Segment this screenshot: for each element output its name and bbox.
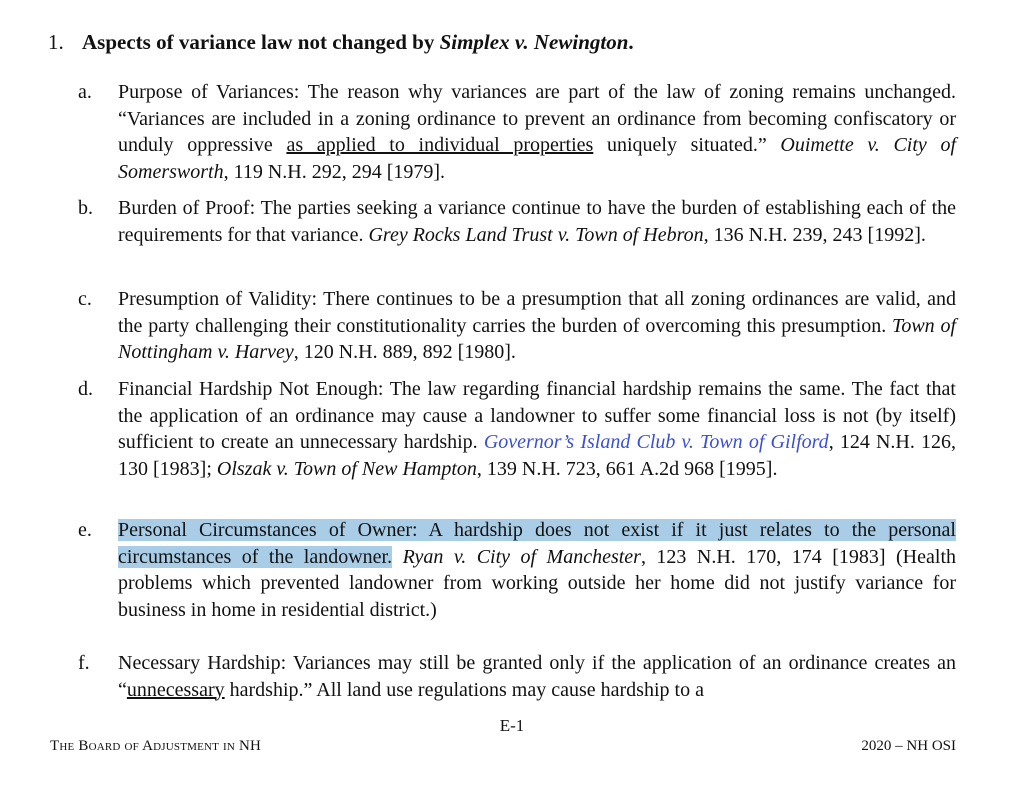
item-text: Presumption of Validity: There continues to be a presumption that all zoning ordinances are valid, and the party challenging their constitutionality carries the burden of overcoming this presumption. (118, 288, 956, 337)
section-title-end: . (628, 30, 634, 54)
item-text: hardship.” All land use regulations may cause hardship to a (224, 678, 704, 701)
citation-reference: , 119 N.H. 292, 294 [1979]. (223, 160, 446, 183)
item-letter: a. (78, 81, 92, 103)
highlighted-text[interactable]: Personal Circumstances of Owner: A hardship does not exist if it just relates to the personal circumstances of the landowner. (118, 519, 956, 568)
footer-title: The Board of Adjustment in NH (50, 738, 262, 754)
item-body (118, 286, 956, 366)
citation-case: Town of Nottingham v. Harvey (118, 314, 956, 363)
underlined-text: unnecessary (126, 678, 225, 701)
item-body (118, 79, 956, 185)
item-body (118, 650, 956, 703)
item-text: Financial Hardship Not Enough: The law regarding financial hardship remains the same. The fact that the application of an ordinance may cause a landowner to suffer some financial loss is not (by itself) sufficient to create an unnecessary hardship. (118, 378, 956, 453)
citation-reference: , 124 N.H. 126, 130 [1983]; (118, 431, 957, 480)
citation-reference: , 136 N.H. 239, 243 [1992]. (703, 223, 926, 246)
section-number: 1. (48, 30, 64, 54)
citation-case: Ouimette v. City of Somersworth (118, 134, 956, 183)
list-item-e (78, 517, 958, 623)
section-heading (48, 28, 634, 56)
item-letter: c. (78, 288, 92, 310)
item-body (118, 195, 956, 248)
underlined-text: as applied to individual properties (286, 134, 594, 156)
list-item-c (78, 286, 958, 366)
section-title-text: Aspects of variance law not changed by (82, 30, 440, 54)
section-title-case: Simplex v. Newington (439, 30, 629, 54)
citation-case: Grey Rocks Land Trust v. Town of Hebron (368, 223, 704, 246)
list-item-b (78, 195, 958, 248)
item-text (392, 546, 402, 568)
item-letter: e. (78, 519, 92, 541)
footer-edition: 2020 – NH OSI (861, 738, 956, 754)
section-title (82, 30, 634, 54)
list-item-f (78, 650, 958, 703)
list-item-a (78, 79, 958, 185)
item-text: uniquely situated.” (593, 134, 781, 156)
case-link[interactable]: Governor’s Island Club v. Town of Gilford (483, 431, 829, 453)
citation-reference: , 139 N.H. 723, 661 A.2d 968 [1995]. (476, 457, 778, 480)
item-body (118, 517, 956, 623)
citation-case: Olszak v. Town of New Hampton (216, 457, 477, 480)
citation-reference: , 123 N.H. 170, 174 [1983] (Health problems which prevented landowner from working outside her home did not justify variance for business in home in residential district.) (118, 545, 956, 621)
citation-reference: , 120 N.H. 889, 892 [1980]. (293, 341, 516, 363)
item-text: Burden of Proof: The parties seeking a variance continue to have the burden of establishing each of the requirements for that variance. (118, 197, 956, 246)
item-text: Necessary Hardship: Variances may still be granted only if the application of an ordinance creates an “ (118, 652, 956, 701)
item-letter: d. (78, 378, 93, 400)
item-text: Purpose of Variances: The reason why variances are part of the law of zoning remains unchanged. “Variances are included in a zoning ordinance to prevent an ordinance from becoming confiscatory or unduly oppressive (118, 81, 956, 156)
citation-case: Ryan v. City of Manchester (402, 545, 641, 568)
page-number: E-1 (499, 716, 525, 735)
item-letter: b. (78, 197, 93, 219)
item-body (118, 376, 956, 482)
item-letter: f. (78, 652, 90, 674)
list-item-d (78, 376, 958, 482)
